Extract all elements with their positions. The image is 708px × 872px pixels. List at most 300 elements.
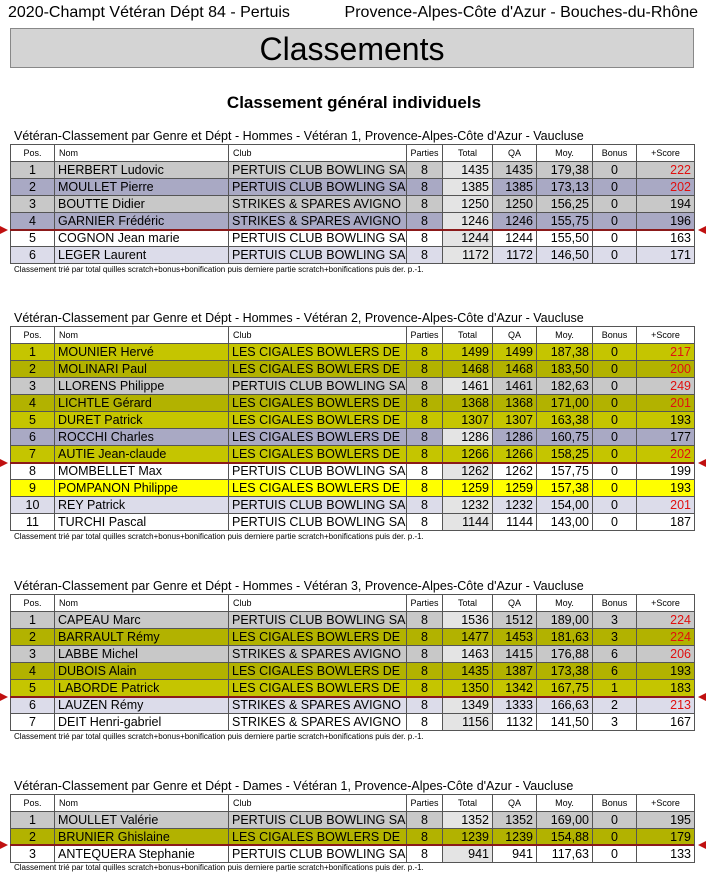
cell-bonus: 0 [593, 829, 637, 846]
cell-nom: LABORDE Patrick [55, 680, 229, 697]
cell-nom: HERBERT Ludovic [55, 162, 229, 179]
cell-nom: BRUNIER Ghislaine [55, 829, 229, 846]
arrow-right-icon [0, 459, 8, 467]
column-header-bonus: Bonus [593, 795, 637, 812]
cell-moy: 117,63 [537, 846, 593, 863]
arrow-left-icon [698, 693, 706, 701]
cell-moy: 157,38 [537, 480, 593, 497]
cell-moy: 179,38 [537, 162, 593, 179]
cell-pos: 5 [11, 680, 55, 697]
cell-total: 1385 [443, 179, 493, 196]
cell-score: 187 [637, 514, 695, 531]
cell-bonus: 3 [593, 714, 637, 731]
cell-bonus: 0 [593, 361, 637, 378]
cell-parties: 8 [407, 646, 443, 663]
table-row [11, 213, 695, 230]
cell-pos: 6 [11, 429, 55, 446]
cell-club: PERTUIS CLUB BOWLING SA [229, 162, 407, 179]
cell-club: PERTUIS CLUB BOWLING SA [229, 230, 407, 247]
cell-parties: 8 [407, 213, 443, 230]
cell-nom: LEGER Laurent [55, 247, 229, 264]
cell-total: 1239 [443, 829, 493, 846]
cell-bonus: 6 [593, 663, 637, 680]
column-header-bonus: Bonus [593, 327, 637, 344]
cell-nom: BOUTTE Didier [55, 196, 229, 213]
cell-parties: 8 [407, 344, 443, 361]
ranking-table [10, 794, 695, 863]
cell-qa: 1172 [493, 247, 537, 264]
cell-total: 1461 [443, 378, 493, 395]
sort-note: Classement trié par total quilles scratch+bonus+bonification puis derniere partie scratch+bonifications puis der. p.-1. [14, 863, 424, 872]
cell-qa: 1415 [493, 646, 537, 663]
cell-bonus: 0 [593, 213, 637, 230]
cell-pos: 1 [11, 612, 55, 629]
column-header-parties: Parties [407, 145, 443, 162]
cell-moy: 167,75 [537, 680, 593, 697]
table-row [11, 846, 695, 863]
cell-pos: 5 [11, 230, 55, 247]
ranking-table [10, 326, 695, 531]
cell-parties: 8 [407, 612, 443, 629]
cell-club: PERTUIS CLUB BOWLING SA [229, 247, 407, 264]
column-header-qa: QA [493, 145, 537, 162]
column-header-moy: Moy. [537, 595, 593, 612]
cell-qa: 1461 [493, 378, 537, 395]
cell-parties: 8 [407, 480, 443, 497]
cell-parties: 8 [407, 629, 443, 646]
column-header-total: Total [443, 145, 493, 162]
cell-total: 1246 [443, 213, 493, 230]
cell-moy: 155,50 [537, 230, 593, 247]
cell-club: LES CIGALES BOWLERS DE [229, 446, 407, 463]
cell-club: LES CIGALES BOWLERS DE [229, 361, 407, 378]
cell-total: 1286 [443, 429, 493, 446]
cell-qa: 1368 [493, 395, 537, 412]
column-header-qa: QA [493, 795, 537, 812]
cell-pos: 3 [11, 646, 55, 663]
table-row [11, 395, 695, 412]
cell-bonus: 0 [593, 412, 637, 429]
table-row [11, 714, 695, 731]
cell-total: 1307 [443, 412, 493, 429]
cell-club: PERTUIS CLUB BOWLING SA [229, 179, 407, 196]
column-header-total: Total [443, 595, 493, 612]
cell-total: 941 [443, 846, 493, 863]
cell-score: 201 [637, 497, 695, 514]
cell-qa: 1435 [493, 162, 537, 179]
column-header-qa: QA [493, 595, 537, 612]
cell-nom: MOMBELLET Max [55, 463, 229, 480]
cell-bonus: 0 [593, 378, 637, 395]
page-title: Classements [10, 28, 694, 68]
column-header-club: Club [229, 795, 407, 812]
cell-score: 224 [637, 612, 695, 629]
cell-bonus: 0 [593, 514, 637, 531]
cell-score: 217 [637, 344, 695, 361]
cell-total: 1144 [443, 514, 493, 531]
cell-score: 199 [637, 463, 695, 480]
cell-nom: LICHTLE Gérard [55, 395, 229, 412]
cell-total: 1477 [443, 629, 493, 646]
column-header-score: +Score [637, 145, 695, 162]
qualification-line [10, 229, 694, 231]
cell-parties: 8 [407, 846, 443, 863]
cell-moy: 163,38 [537, 412, 593, 429]
cell-qa: 1333 [493, 697, 537, 714]
cell-score: 201 [637, 395, 695, 412]
cell-moy: 154,00 [537, 497, 593, 514]
cell-bonus: 0 [593, 344, 637, 361]
cell-score: 194 [637, 196, 695, 213]
cell-score: 222 [637, 162, 695, 179]
cell-score: 213 [637, 697, 695, 714]
cell-bonus: 0 [593, 446, 637, 463]
table-row [11, 162, 695, 179]
cell-score: 133 [637, 846, 695, 863]
cell-nom: GARNIER Frédéric [55, 213, 229, 230]
column-header-parties: Parties [407, 795, 443, 812]
table-row [11, 697, 695, 714]
cell-moy: 181,63 [537, 629, 593, 646]
cell-qa: 941 [493, 846, 537, 863]
column-header-qa: QA [493, 327, 537, 344]
column-header-moy: Moy. [537, 327, 593, 344]
cell-pos: 2 [11, 829, 55, 846]
cell-club: LES CIGALES BOWLERS DE [229, 395, 407, 412]
cell-club: LES CIGALES BOWLERS DE [229, 829, 407, 846]
cell-nom: POMPANON Philippe [55, 480, 229, 497]
document-header [0, 0, 708, 26]
cell-parties: 8 [407, 812, 443, 829]
cell-qa: 1512 [493, 612, 537, 629]
cell-qa: 1468 [493, 361, 537, 378]
cell-qa: 1239 [493, 829, 537, 846]
cell-total: 1368 [443, 395, 493, 412]
cell-club: LES CIGALES BOWLERS DE [229, 344, 407, 361]
cell-pos: 2 [11, 361, 55, 378]
cell-pos: 1 [11, 812, 55, 829]
cell-moy: 156,25 [537, 196, 593, 213]
cell-club: STRIKES & SPARES AVIGNO [229, 213, 407, 230]
cell-parties: 8 [407, 395, 443, 412]
cell-club: LES CIGALES BOWLERS DE [229, 629, 407, 646]
cell-qa: 1246 [493, 213, 537, 230]
column-header-moy: Moy. [537, 795, 593, 812]
arrow-right-icon [0, 693, 8, 701]
column-header-score: +Score [637, 327, 695, 344]
cell-moy: 154,88 [537, 829, 593, 846]
table-row [11, 412, 695, 429]
table-row [11, 680, 695, 697]
cell-parties: 8 [407, 680, 443, 697]
cell-nom: DEIT Henri-gabriel [55, 714, 229, 731]
column-header-pos: Pos. [11, 327, 55, 344]
cell-nom: MOUNIER Hervé [55, 344, 229, 361]
cell-parties: 8 [407, 378, 443, 395]
cell-parties: 8 [407, 446, 443, 463]
cell-club: LES CIGALES BOWLERS DE [229, 663, 407, 680]
cell-parties: 8 [407, 497, 443, 514]
cell-parties: 8 [407, 697, 443, 714]
cell-score: 171 [637, 247, 695, 264]
cell-parties: 8 [407, 196, 443, 213]
column-header-total: Total [443, 327, 493, 344]
sort-note: Classement trié par total quilles scratch+bonus+bonification puis derniere partie scratch+bonifications puis der. p.-1. [14, 264, 424, 274]
cell-nom: DURET Patrick [55, 412, 229, 429]
table-row [11, 446, 695, 463]
cell-pos: 11 [11, 514, 55, 531]
cell-nom: MOLINARI Paul [55, 361, 229, 378]
arrow-right-icon [0, 226, 8, 234]
cell-qa: 1385 [493, 179, 537, 196]
cell-qa: 1342 [493, 680, 537, 697]
column-header-club: Club [229, 145, 407, 162]
cell-moy: 143,00 [537, 514, 593, 531]
cell-score: 179 [637, 829, 695, 846]
table-row [11, 179, 695, 196]
table-row [11, 663, 695, 680]
cell-moy: 183,50 [537, 361, 593, 378]
cell-qa: 1307 [493, 412, 537, 429]
cell-pos: 7 [11, 446, 55, 463]
cell-nom: MOULLET Valérie [55, 812, 229, 829]
cell-total: 1468 [443, 361, 493, 378]
cell-total: 1349 [443, 697, 493, 714]
cell-moy: 187,38 [537, 344, 593, 361]
table-row [11, 829, 695, 846]
cell-total: 1352 [443, 812, 493, 829]
cell-score: 206 [637, 646, 695, 663]
cell-club: LES CIGALES BOWLERS DE [229, 680, 407, 697]
cell-parties: 8 [407, 230, 443, 247]
cell-qa: 1262 [493, 463, 537, 480]
cell-moy: 157,75 [537, 463, 593, 480]
cell-parties: 8 [407, 412, 443, 429]
cell-bonus: 0 [593, 395, 637, 412]
column-header-nom: Nom [55, 795, 229, 812]
cell-qa: 1387 [493, 663, 537, 680]
cell-pos: 2 [11, 179, 55, 196]
cell-parties: 8 [407, 247, 443, 264]
column-header-nom: Nom [55, 595, 229, 612]
cell-qa: 1453 [493, 629, 537, 646]
table-row [11, 196, 695, 213]
column-header-total: Total [443, 795, 493, 812]
table-row [11, 361, 695, 378]
cell-club: PERTUIS CLUB BOWLING SA [229, 846, 407, 863]
cell-score: 202 [637, 446, 695, 463]
cell-moy: 146,50 [537, 247, 593, 264]
cell-pos: 3 [11, 846, 55, 863]
cell-qa: 1244 [493, 230, 537, 247]
cell-score: 195 [637, 812, 695, 829]
cell-moy: 141,50 [537, 714, 593, 731]
cell-bonus: 0 [593, 497, 637, 514]
table-row [11, 646, 695, 663]
cell-moy: 166,63 [537, 697, 593, 714]
arrow-left-icon [698, 841, 706, 849]
table-row [11, 629, 695, 646]
column-header-club: Club [229, 327, 407, 344]
cell-pos: 4 [11, 395, 55, 412]
cell-pos: 2 [11, 629, 55, 646]
cell-club: PERTUIS CLUB BOWLING SA [229, 497, 407, 514]
cell-bonus: 0 [593, 429, 637, 446]
arrow-left-icon [698, 226, 706, 234]
cell-moy: 176,88 [537, 646, 593, 663]
cell-qa: 1259 [493, 480, 537, 497]
cell-moy: 173,38 [537, 663, 593, 680]
cell-club: LES CIGALES BOWLERS DE [229, 480, 407, 497]
cell-pos: 5 [11, 412, 55, 429]
section-title: Vétéran-Classement par Genre et Dépt - Hommes - Vétéran 3, Provence-Alpes-Côte d'Azur - Vaucluse [14, 579, 584, 593]
cell-club: PERTUIS CLUB BOWLING SA [229, 812, 407, 829]
cell-score: 202 [637, 179, 695, 196]
cell-bonus: 2 [593, 697, 637, 714]
cell-nom: MOULLET Pierre [55, 179, 229, 196]
section-title: Vétéran-Classement par Genre et Dépt - Hommes - Vétéran 1, Provence-Alpes-Côte d'Azur - Vaucluse [14, 129, 584, 143]
cell-nom: BARRAULT Rémy [55, 629, 229, 646]
event-title: 2020-Champt Vétéran Dépt 84 - Pertuis [8, 4, 290, 21]
cell-total: 1250 [443, 196, 493, 213]
cell-nom: CAPEAU Marc [55, 612, 229, 629]
table-row [11, 247, 695, 264]
cell-pos: 4 [11, 213, 55, 230]
cell-bonus: 0 [593, 812, 637, 829]
cell-total: 1435 [443, 663, 493, 680]
cell-bonus: 1 [593, 680, 637, 697]
sort-note: Classement trié par total quilles scratch+bonus+bonification puis derniere partie scratch+bonifications puis der. p.-1. [14, 731, 424, 741]
cell-total: 1536 [443, 612, 493, 629]
cell-parties: 8 [407, 463, 443, 480]
cell-pos: 8 [11, 463, 55, 480]
column-header-parties: Parties [407, 327, 443, 344]
ranking-table [10, 144, 695, 264]
table-row [11, 514, 695, 531]
cell-qa: 1144 [493, 514, 537, 531]
cell-bonus: 0 [593, 846, 637, 863]
cell-nom: AUTIE Jean-claude [55, 446, 229, 463]
cell-moy: 182,63 [537, 378, 593, 395]
region-title: Provence-Alpes-Côte d'Azur - Bouches-du-Rhône [344, 4, 698, 21]
section-title: Vétéran-Classement par Genre et Dépt - Hommes - Vétéran 2, Provence-Alpes-Côte d'Azur - Vaucluse [14, 311, 584, 325]
cell-bonus: 0 [593, 480, 637, 497]
cell-club: LES CIGALES BOWLERS DE [229, 412, 407, 429]
cell-score: 167 [637, 714, 695, 731]
table-row [11, 230, 695, 247]
cell-club: PERTUIS CLUB BOWLING SA [229, 612, 407, 629]
cell-total: 1463 [443, 646, 493, 663]
cell-total: 1259 [443, 480, 493, 497]
table-row [11, 378, 695, 395]
cell-total: 1499 [443, 344, 493, 361]
column-header-score: +Score [637, 795, 695, 812]
cell-moy: 189,00 [537, 612, 593, 629]
cell-club: STRIKES & SPARES AVIGNO [229, 646, 407, 663]
cell-parties: 8 [407, 162, 443, 179]
cell-pos: 1 [11, 344, 55, 361]
cell-nom: TURCHI Pascal [55, 514, 229, 531]
cell-qa: 1232 [493, 497, 537, 514]
cell-pos: 4 [11, 663, 55, 680]
cell-pos: 9 [11, 480, 55, 497]
cell-nom: LABBE Michel [55, 646, 229, 663]
cell-moy: 158,25 [537, 446, 593, 463]
column-header-score: +Score [637, 595, 695, 612]
ranking-table [10, 594, 695, 731]
cell-bonus: 0 [593, 247, 637, 264]
cell-club: STRIKES & SPARES AVIGNO [229, 697, 407, 714]
cell-score: 196 [637, 213, 695, 230]
cell-qa: 1286 [493, 429, 537, 446]
column-header-bonus: Bonus [593, 595, 637, 612]
cell-total: 1244 [443, 230, 493, 247]
cell-club: STRIKES & SPARES AVIGNO [229, 714, 407, 731]
cell-qa: 1132 [493, 714, 537, 731]
cell-pos: 7 [11, 714, 55, 731]
cell-nom: ANTEQUERA Stephanie [55, 846, 229, 863]
cell-total: 1156 [443, 714, 493, 731]
cell-total: 1266 [443, 446, 493, 463]
cell-bonus: 0 [593, 463, 637, 480]
cell-total: 1350 [443, 680, 493, 697]
cell-club: PERTUIS CLUB BOWLING SA [229, 463, 407, 480]
cell-parties: 8 [407, 714, 443, 731]
cell-pos: 1 [11, 162, 55, 179]
sort-note: Classement trié par total quilles scratch+bonus+bonification puis derniere partie scratch+bonifications puis der. p.-1. [14, 532, 424, 542]
cell-bonus: 0 [593, 179, 637, 196]
cell-parties: 8 [407, 429, 443, 446]
cell-total: 1262 [443, 463, 493, 480]
cell-moy: 169,00 [537, 812, 593, 829]
cell-parties: 8 [407, 514, 443, 531]
cell-total: 1435 [443, 162, 493, 179]
page-subtitle: Classement général individuels [226, 93, 482, 112]
cell-nom: DUBOIS Alain [55, 663, 229, 680]
qualification-line [10, 844, 694, 846]
cell-parties: 8 [407, 829, 443, 846]
cell-bonus: 3 [593, 612, 637, 629]
cell-bonus: 0 [593, 162, 637, 179]
column-header-pos: Pos. [11, 145, 55, 162]
cell-bonus: 0 [593, 196, 637, 213]
cell-club: LES CIGALES BOWLERS DE [229, 429, 407, 446]
table-row [11, 497, 695, 514]
cell-score: 193 [637, 663, 695, 680]
cell-bonus: 3 [593, 629, 637, 646]
cell-moy: 171,00 [537, 395, 593, 412]
cell-moy: 173,13 [537, 179, 593, 196]
cell-qa: 1250 [493, 196, 537, 213]
cell-bonus: 0 [593, 230, 637, 247]
column-header-bonus: Bonus [593, 145, 637, 162]
table-row [11, 463, 695, 480]
qualification-line [10, 696, 694, 698]
cell-club: PERTUIS CLUB BOWLING SA [229, 378, 407, 395]
cell-score: 193 [637, 480, 695, 497]
cell-parties: 8 [407, 361, 443, 378]
cell-pos: 6 [11, 697, 55, 714]
table-row [11, 480, 695, 497]
cell-nom: REY Patrick [55, 497, 229, 514]
cell-parties: 8 [407, 179, 443, 196]
cell-score: 193 [637, 412, 695, 429]
cell-pos: 3 [11, 378, 55, 395]
table-row [11, 612, 695, 629]
cell-total: 1172 [443, 247, 493, 264]
cell-nom: COGNON Jean marie [55, 230, 229, 247]
cell-pos: 10 [11, 497, 55, 514]
